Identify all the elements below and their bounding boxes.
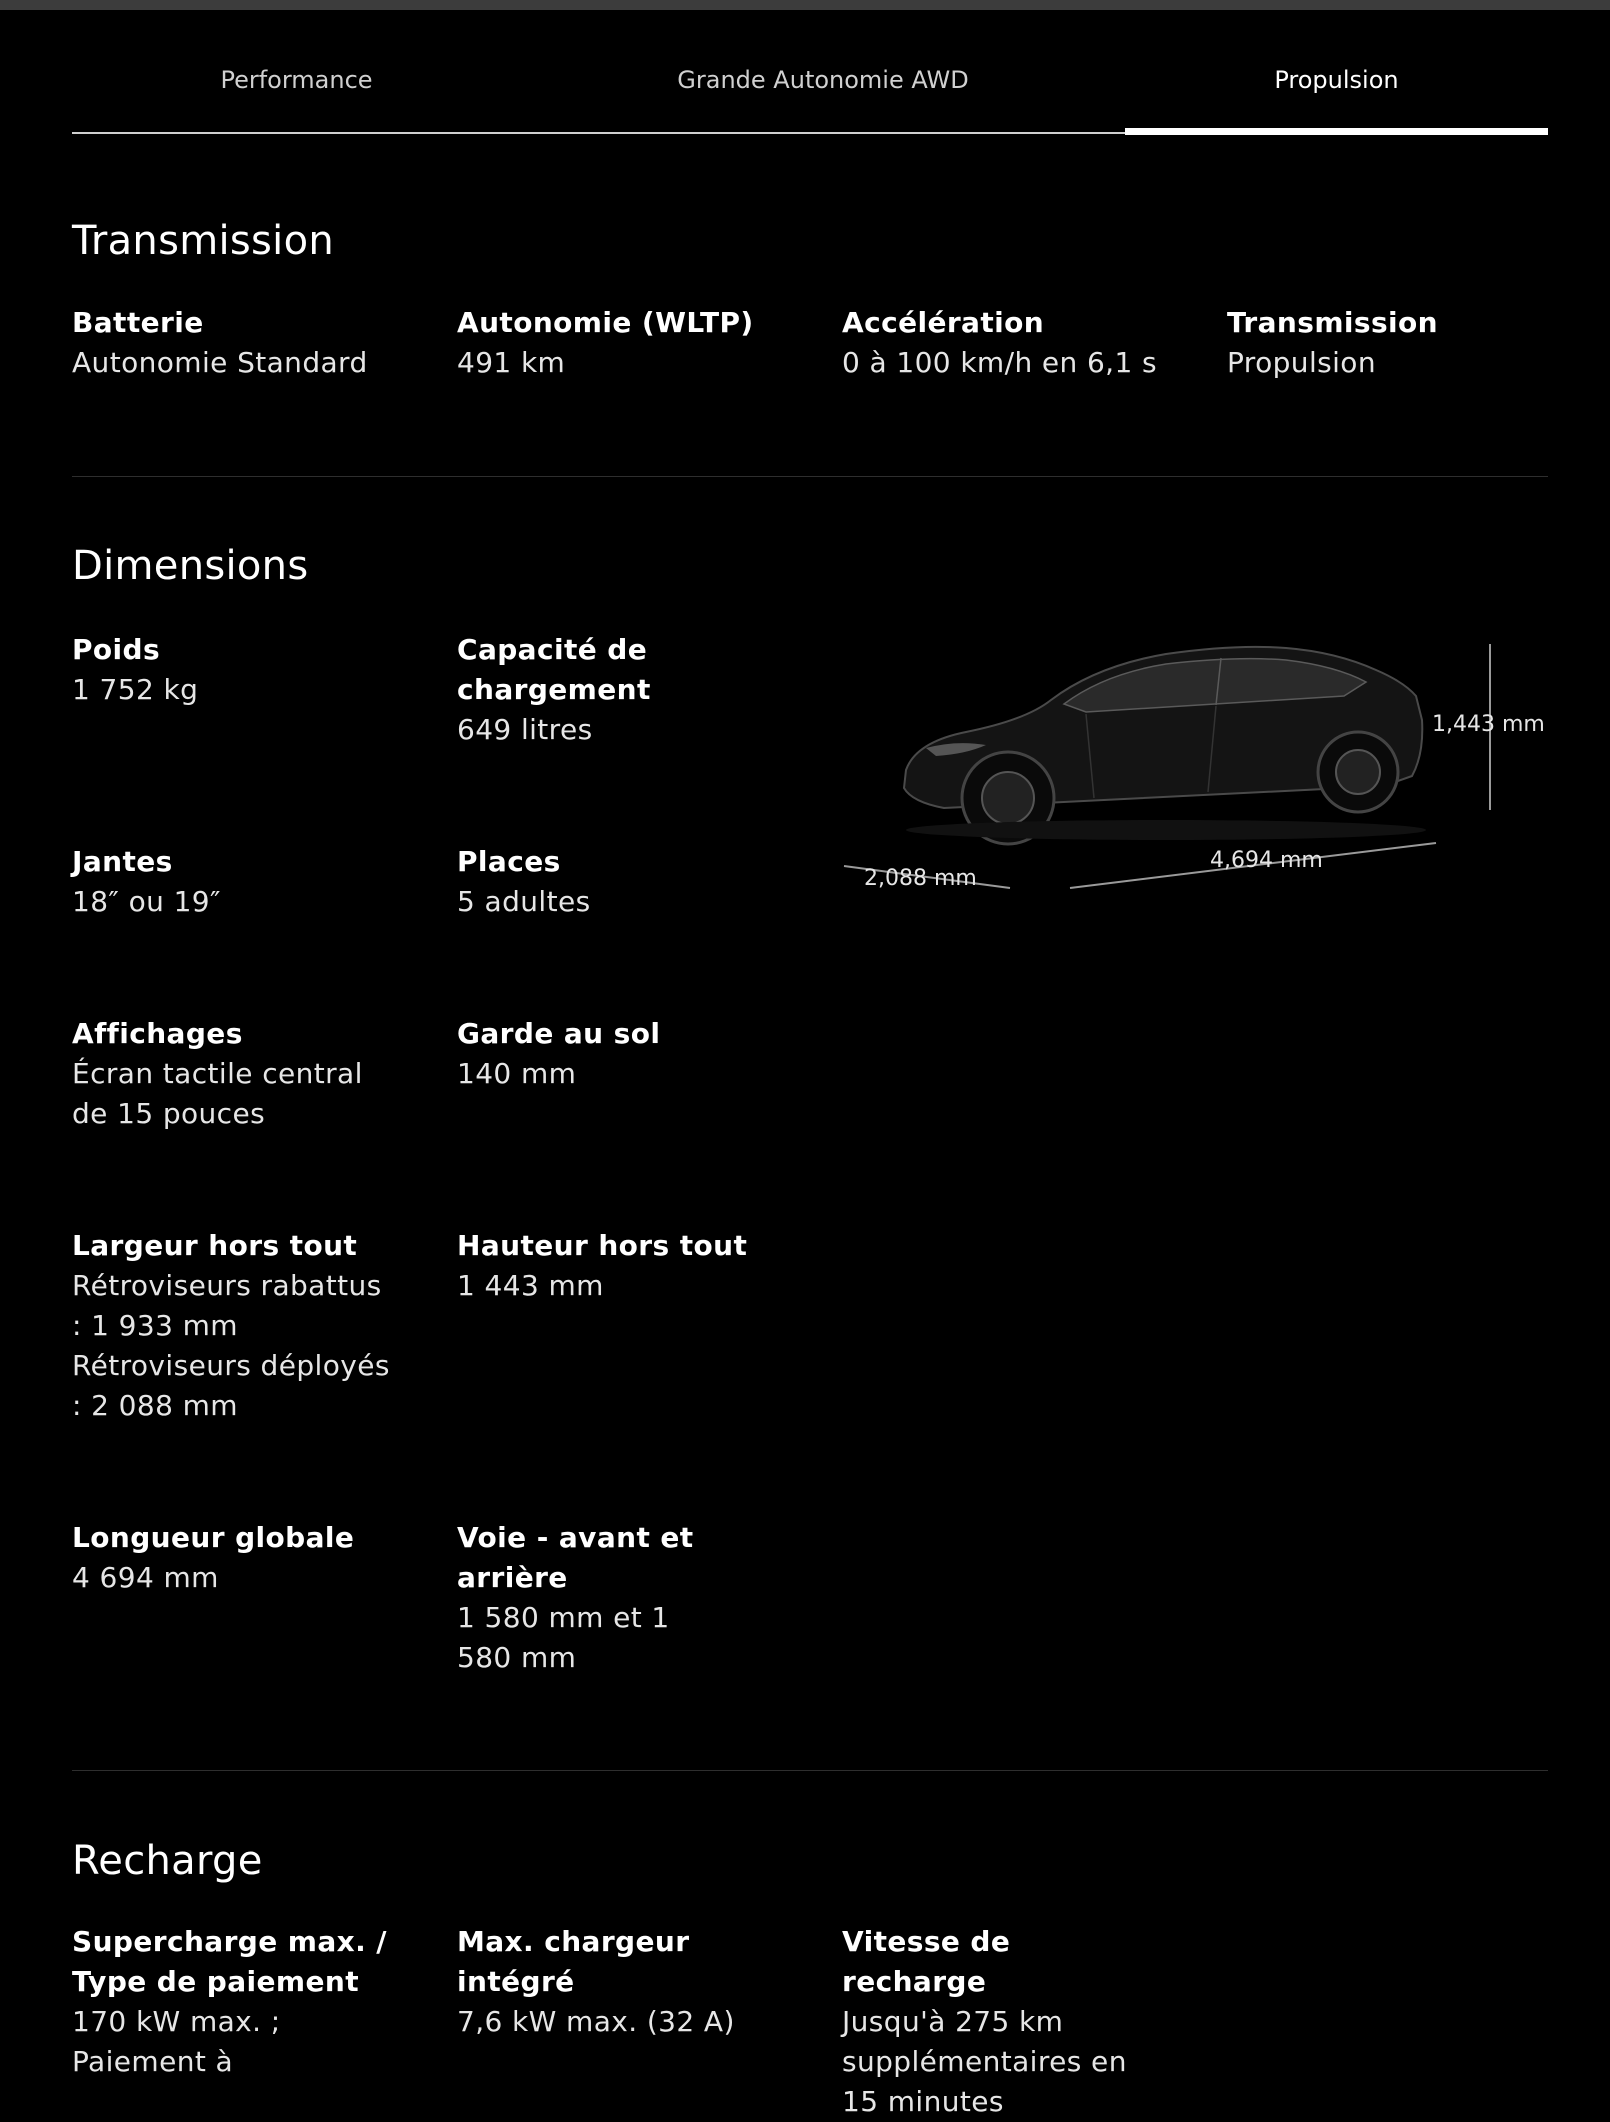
spec-value: 140 mm <box>457 1057 577 1090</box>
variant-tabs <box>72 58 1548 136</box>
spec-value: Jusqu'à 275 km supplémentaires en 15 minutes <box>842 2005 1127 2118</box>
spec-label: Autonomie (WLTP) <box>457 306 754 339</box>
spec-autonomie <box>457 303 807 383</box>
spec-label: Largeur hors tout <box>72 1229 358 1262</box>
spec-batterie <box>72 303 422 383</box>
spec-label: Garde au sol <box>457 1017 661 1050</box>
length-dimension-label: 4,694 mm <box>1210 848 1323 873</box>
spec-hauteur-hors-tout <box>457 1226 757 1306</box>
tab-propulsion[interactable]: Propulsion <box>1274 66 1399 94</box>
section-divider <box>72 1770 1548 1771</box>
spec-value: 18″ ou 19″ <box>72 885 221 918</box>
spec-jantes <box>72 842 422 922</box>
top-bar <box>0 0 1610 10</box>
spec-affichages <box>72 1014 402 1134</box>
spec-value: 0 à 100 km/h en 6,1 s <box>842 346 1157 379</box>
spec-places <box>457 842 757 922</box>
spec-value: 649 litres <box>457 713 593 746</box>
spec-label: Voie - avant et arrière <box>457 1521 694 1594</box>
spec-label: Longueur globale <box>72 1521 355 1554</box>
spec-chargeur-integre <box>457 1922 757 2042</box>
width-dimension-label: 2,088 mm <box>864 866 977 891</box>
spec-label: Max. chargeur intégré <box>457 1925 690 1998</box>
tab-performance[interactable]: Performance <box>220 66 373 94</box>
spec-value: 1 443 mm <box>457 1269 604 1302</box>
car-icon <box>836 630 1556 900</box>
spec-capacite-chargement <box>457 630 712 750</box>
spec-value: 5 adultes <box>457 885 591 918</box>
spec-garde-au-sol <box>457 1014 757 1094</box>
section-divider <box>72 476 1548 477</box>
spec-acceleration <box>842 303 1192 383</box>
spec-label: Places <box>457 845 561 878</box>
height-dimension-label: 1,443 mm <box>1432 712 1545 737</box>
spec-label: Batterie <box>72 306 204 339</box>
section-title-dimensions: Dimensions <box>72 543 309 589</box>
spec-label: Capacité de chargement <box>457 633 651 706</box>
section-title-transmission: Transmission <box>72 218 334 264</box>
spec-value: Autonomie Standard <box>72 346 368 379</box>
car-dimensions-diagram <box>836 630 1556 900</box>
spec-label: Vitesse de recharge <box>842 1925 1011 1998</box>
spec-label: Hauteur hors tout <box>457 1229 748 1262</box>
spec-value: 170 kW max. ; Paiement à <box>72 2005 281 2078</box>
section-title-recharge: Recharge <box>72 1838 263 1884</box>
spec-label: Supercharge max. / Type de paiement <box>72 1925 387 1998</box>
spec-transmission <box>1227 303 1577 383</box>
spec-value: 7,6 kW max. (32 A) <box>457 2005 735 2038</box>
tab-grande-autonomie-awd[interactable]: Grande Autonomie AWD <box>677 66 969 94</box>
spec-label: Jantes <box>72 845 173 878</box>
spec-label: Poids <box>72 633 161 666</box>
spec-value: Rétroviseurs rabattus : 1 933 mm Rétroviseurs déployés : 2 088 mm <box>72 1269 390 1422</box>
spec-poids <box>72 630 422 710</box>
spec-largeur-hors-tout <box>72 1226 397 1426</box>
spec-voie <box>457 1518 697 1678</box>
spec-value: Écran tactile central de 15 pouces <box>72 1057 363 1130</box>
spec-longueur-globale <box>72 1518 422 1598</box>
spec-value: 491 km <box>457 346 566 379</box>
spec-value: 1 752 kg <box>72 673 199 706</box>
spec-value: 1 580 mm et 1 580 mm <box>457 1601 670 1674</box>
spec-value: Propulsion <box>1227 346 1376 379</box>
spec-label: Affichages <box>72 1017 243 1050</box>
active-tab-indicator <box>1125 128 1548 135</box>
spec-vitesse-recharge <box>842 1922 1162 2122</box>
spec-label: Accélération <box>842 306 1045 339</box>
spec-supercharge <box>72 1922 402 2082</box>
spec-value: 4 694 mm <box>72 1561 219 1594</box>
spec-label: Transmission <box>1227 306 1438 339</box>
